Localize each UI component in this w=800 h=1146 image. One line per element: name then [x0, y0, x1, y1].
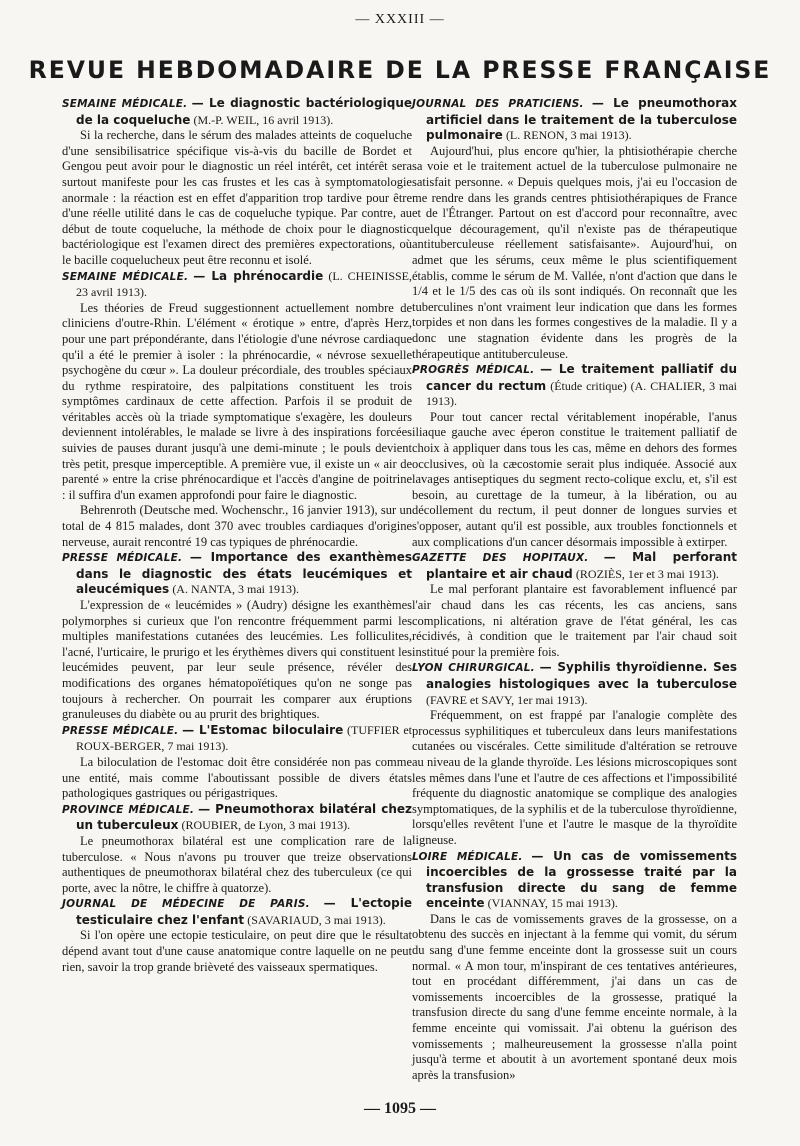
article-body: Si l'on opère une ectopie testiculaire, on peut dire que le résultat dépend avant tout d'une cause anatomique contre laquelle on ne peut rien, savoir la trop grande brièveté des vaisseaux spermatiques. [62, 928, 412, 974]
article-title: — Un cas de vomissements incoercibles de la grossesse traité par la transfusion directe du sang de femme enceinte [426, 848, 737, 911]
left-column [62, 96, 412, 975]
article-entry [62, 96, 412, 269]
article-title: — Mal perforant plantaire et air chaud [426, 550, 737, 581]
article-entry [412, 362, 737, 550]
article-title: — La phrénocardie [193, 268, 324, 283]
article-title: — L'ectopie testiculaire chez l'enfant [76, 896, 413, 927]
article-source: GAZETTE DES HOPITAUX. [412, 552, 589, 565]
article-body: Les théories de Freud suggestionnent actuellement nombre de cliniciens d'outre-Rhin. L'élément « érotique » entre, d'après Herz, pour une part prépondérante, dans l'étiologie d'une névrose cardiaque qu'il a été le premier à isoler : la phrénocardie, « névrose sexuelle psychogène du cœur ». La douleur précordiale, des troubles spéciaux du rythme respiratoire, des palpitations constituent les trois symptômes cardinaux de cette affection. Parfois il se produit de véritables accès où la triade symptomatique s'exagère, les douleurs deviennent intolérables, le malade se livre à des inspirations forcées suivies de pauses durant jusqu'à une demi-minute ; le pouls devient très petit, presque imperceptible. A première vue, il existe un « air de parenté » entre la crise phrénocardique et l'accès d'angine de poitrine : il suffira d'un examen approfondi pour faire le diagnostic. [62, 300, 412, 502]
page-folio: — 1095 — [364, 1100, 436, 1117]
article-body: Fréquemment, on est frappé par l'analogie complète des processus syphilitiques et tuberculeux dans leurs manifestations cutanées ou viscérales. Cette similitude d'altération se retrouve au niveau de la glande thyroïde. Les lésions microscopiques sont les mêmes dans l'une et l'autre de ces affections et l'impossibilité fréquente du diagnostic anatomique se complique des analogies symptomatiques, de la syphilis et de la tuberculose thyroïdienne, lorsqu'elles revêtent l'une et l'autre le masque de la thyroïdite ligneuse. [412, 708, 737, 847]
article-reference: (L. RENON, 3 mai 1913). [505, 128, 632, 143]
article-body: Aujourd'hui, plus encore qu'hier, la phtisiothérapie cherche sa voie et le traitement actuel de la tuberculose pulmonaire ne satisfait personne. « Depuis quelques mois, j'ai eu l'occasion de me rendre dans les grands centres phtisiothérapiques de France et de l'Étranger. Partout on est d'accord pour reconnaître, avec quelque découragement, qu'il n'existe pas de thérapeutique antituberculeuse réellement satisfaisante». Aujourd'hui, on admet que les sérums, ceux même le plus scientifiquement établis, comme le sérum de M. Vallée, n'ont d'action que dans le 1/4 et le 1/5 des cas où ils sont indiqués. On reconnaît que les tuberculines n'ont vraiment leur indication que dans les formes torpides et non dans les formes congestives de la maladie. Il y a donc une stagnation évidente dans les progrès de la thérapeutique antituberculeuse. [412, 143, 737, 361]
article-entry [62, 550, 412, 723]
article-title: — Syphilis thyroïdienne. Ses analogies histologiques avec la tuberculose [426, 660, 738, 691]
article-title: — Importance des exanthèmes dans le diagnostic des états leucémiques et aleucémiques [76, 550, 412, 597]
article-reference: (VIANNAY, 15 mai 1913). [487, 896, 618, 911]
article-title: — Pneumothorax bilatéral chez un tuberculeux [76, 801, 412, 833]
article-source: JOURNAL DE MÉDECINE DE PARIS. [62, 898, 310, 911]
article-source: PROVINCE MÉDICALE. [62, 803, 195, 816]
article-source: PRESSE MÉDICALE. [62, 552, 183, 565]
article-body: Si la recherche, dans le sérum des malades atteints de coqueluche d'une sensibilisatrice spécifique vis-à-vis du bacille de Bordet et Gengou peut avoir pour le diagnostic un réel intérêt, cet intérêt sera surtout manifeste pour les cas frustes et les cas à symptomatologie anormale : la réaction est en effet d'apparition trop tardive pour être d'une réelle utilité dans le cas de coqueluche typique. Par contre, au début de toute coqueluche, la méthode de choix pour le diagnostic bactériologique est l'examen direct des premières expectorations, où le bacille coquelucheux peut être reconnu et isolé. [62, 128, 412, 267]
article-entry [62, 802, 412, 897]
article-title: — L'Estomac biloculaire [182, 722, 344, 737]
article-entry [412, 96, 737, 362]
article-reference: (ROZIÈS, 1er et 3 mai 1913). [575, 566, 719, 581]
article-reference: (A. NANTA, 3 mai 1913). [172, 582, 299, 597]
article-reference: (TUFFIER et ROUX-BERGER, 7 mai 1913). [76, 722, 412, 754]
article-source: PROGRÈS MÉDICAL. [412, 364, 535, 377]
article-title: — Le pneumothorax artificiel dans le traitement de la tuberculose pulmonaire [426, 96, 737, 143]
article-body: Pour tout cancer rectal véritablement inopérable, l'anus iliaque gauche avec éperon constitue le traitement palliatif de choix à appliquer dans tous les cas, même en dehors des formes occlusives, où la cæcostomie serait plus indiquée. Associé aux lavages antiseptiques du segment recto-colique exclu, et, s'il est besoin, au curettage de la tumeur, à la libération, ou au décollement du rectum, il peut donner de longues survies et s'opposer, autant qu'il est possible, aux troubles fonctionnels et aux complications d'un cancer désormais impossible à extirper. [412, 409, 737, 549]
article-title: — Le diagnostic bactériologique de la coqueluche [76, 96, 412, 127]
article-title: — Le traitement palliatif du cancer du rectum [426, 362, 737, 393]
article-entry [62, 896, 412, 975]
article-reference: (Étude critique) (A. CHALIER, 3 mai 1913). [426, 378, 737, 409]
right-column [412, 96, 737, 1083]
article-source: SEMAINE MÉDICALE. [62, 270, 189, 283]
article-body: Le pneumothorax bilatéral est une complication rare de la tuberculose. « Nous n'avons pu trouver que treize observations authentiques de pneumothorax bilatéral chez des tuberculeux (ce qui porte, avec la nôtre, le chiffre à quatorze). [62, 833, 412, 895]
article-source: JOURNAL DES PRATICIENS. [412, 98, 584, 110]
article-body: Dans le cas de vomissements graves de la grossesse, on a obtenu des succès en injectant à la femme qui vomit, du sérum du sang d'une femme enceinte dont la grossesse suit un cours normal. « A mon tour, m'inspirant de ces tentatives antérieures, tout en procédant différemment, j'ai dans un cas de vomissements incoercibles de la grossesse, pratiqué la transfusion directe du sang d'une femme enceinte normale, à la femme enceinte qui vomissait. J'ai obtenu la guérison des vomissements ; malheureusement la grossesse n'alla point jusqu'à terme et aboutit à un avortement spontané deux mois après la transfusion» [412, 911, 737, 1082]
article-reference: (FAVRE et SAVY, 1er mai 1913). [426, 692, 588, 707]
article-body: Le mal perforant plantaire est favorablement influencé par l'air chaud dans les cas récents, les cas anciens, sans complications, ni altération grave de l'état général, les cas récidivés, à condition que le traitement par l'air chaud soit institué pour la première fois. [412, 582, 737, 659]
article-reference: (ROUBIER, de Lyon, 3 mai 1913). [181, 818, 351, 833]
article-source: LYON CHIRURGICAL. [412, 662, 535, 675]
article-body-continued: Behrenroth (Deutsche med. Wochenschr., 16 janvier 1913), sur un total de 4 815 malades, dont 370 avec troubles cardiaques d'origine nerveuse, aurait rencontré 19 cas typiques de phrénocardie. [62, 503, 412, 549]
article-entry [62, 269, 412, 551]
article-reference: (L. CHEINISSE, 23 avril 1913). [76, 268, 412, 300]
article-body: L'expression de « leucémides » (Audry) désigne les exanthèmes polymorphes si curieux que l'on rencontre fréquemment parmi les multiples manifestations cutanées des leucémies. Les folliculites, l'acné, l'urticaire, le prurigo et les érythèmes divers qui constituent les leucémides peuvent, par leur seule présence, révéler des modifications des organes hématopoïétiques qu'on ne songe pas toujours à rechercher. On pourrait les comparer aux éruptions granuleuses du diabète ou au prurit des brightiques. [62, 598, 412, 722]
article-entry [412, 550, 737, 660]
roman-page-number: — XXXIII — [355, 12, 445, 27]
article-entry [412, 660, 737, 848]
journal-masthead: REVUE HEBDOMADAIRE DE LA PRESSE FRANÇAISE [28, 56, 772, 84]
article-reference: (SAVARIAUD, 3 mai 1913). [247, 912, 386, 927]
article-source: SEMAINE MÉDICALE. [62, 98, 188, 110]
article-entry [62, 723, 412, 802]
article-entry [412, 849, 737, 1084]
article-body: La biloculation de l'estomac doit être considérée non pas comme une entité, mais comme l'aboutissant possible de divers états pathologiques gastriques ou périgastriques. [62, 754, 412, 801]
article-reference: (M.-P. WEIL, 16 avril 1913). [193, 112, 334, 127]
article-source: LOIRE MÉDICALE. [412, 850, 523, 863]
article-source: PRESSE MÉDICALE. [62, 724, 179, 737]
